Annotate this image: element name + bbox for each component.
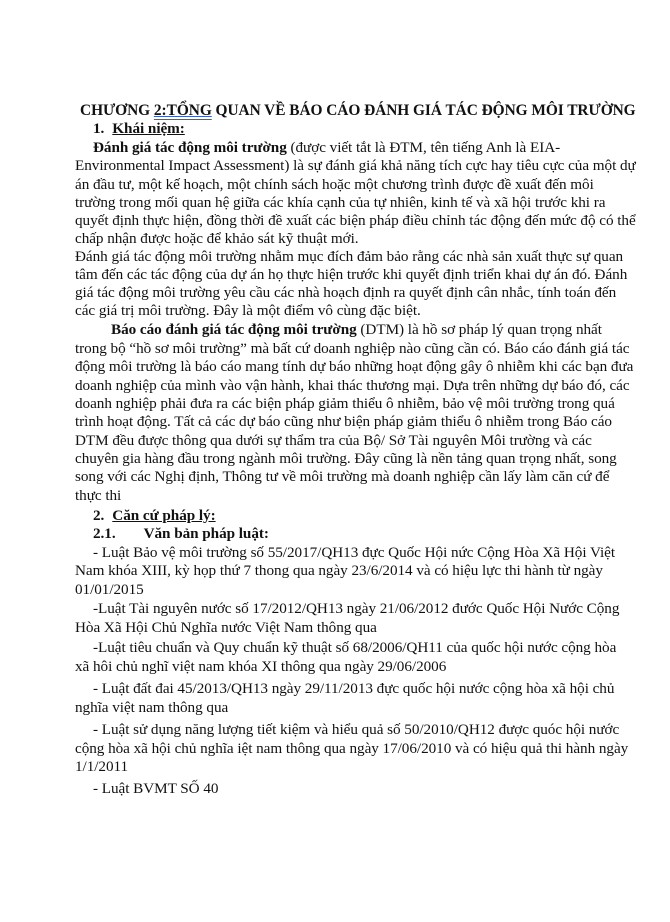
chapter-title-rest: QUAN VỀ BÁO CÁO ĐÁNH GIÁ TÁC ĐỘNG MÔI TRƯỜNG	[211, 102, 636, 119]
paragraph-line: Environmental Impact Assessment) là sự đánh giá khả năng tích cực hay tiêu cực của một dự	[75, 157, 636, 174]
paragraph-line: Đánh giá tác động môi trường nhằm mục đích đảm bảo rằng các nhà sản xuất thực sự quan	[75, 248, 624, 265]
chapter-title-prefix: CHƯƠNG	[80, 102, 154, 119]
law-item-line: Hòa Xã Hội Chủ Nghĩa nước Việt Nam thông qua	[75, 619, 377, 636]
section-number: 1.	[93, 120, 105, 137]
paragraph-line: DTM đều được thông qua dưới sự thẩm tra của Bộ/ Sở Tài nguyên Môi trường và các	[75, 432, 592, 449]
paragraph-line: doanh nghiệp phải đưa ra các biện pháp giảm thiểu ô nhiễm, bảo vệ môi trường trong quá	[75, 395, 615, 412]
law-item-line: xã hôi chủ nghĩ việt nam khóa XI thông qua ngày 29/06/2006	[75, 658, 447, 675]
paragraph-line: Đánh giá tác động môi trường (được viết tắt là ĐTM, tên tiếng Anh là EIA-	[93, 139, 561, 156]
section-1-heading	[93, 120, 185, 138]
spellcheck-flagged-word[interactable]: 2:TỔNG	[153, 102, 212, 119]
law-item-line: 1/1/2011	[75, 758, 129, 775]
subsection-heading-text: Văn bản pháp luật:	[143, 525, 269, 542]
law-item-line: - Luật đất đai 45/2013/QH13 ngày 29/11/2013 đực quốc hội nước cộng hòa xã hội chủ	[93, 680, 615, 697]
law-item-line: -Luật tiêu chuẩn và Quy chuẩn kỹ thuật số 68/2006/QH11 của quốc hội nước cộng hòa	[93, 639, 617, 656]
section-heading-text: Căn cứ pháp lý:	[112, 507, 216, 524]
paragraph-line: giá tác động môi trường yêu cầu các nhà hoạch định ra quyết định cân nhắc, tính toán đến	[75, 284, 617, 301]
bold-term: Báo cáo đánh giá tác động môi trường	[111, 321, 357, 338]
paragraph-line: động môi trường là báo cáo mang tính dự báo những hoạt động gây ô nhiễm khi các bạn đưa	[75, 358, 634, 375]
paragraph-line: các giá trị môi trường. Đây là một điểm vô cùng đặc biệt.	[75, 302, 421, 319]
law-item-line: -Luật Tài nguyên nước số 17/2012/QH13 ngày 21/06/2012 đước Quốc Hội Nước Cộng	[93, 600, 620, 617]
paragraph-line: tâm đến các tác động của dự án họ thực hiện trước khi quyết định triển khai dự án đó. Đánh	[75, 266, 628, 283]
law-item-line: 01/01/2015	[75, 581, 144, 598]
law-item-line: cộng hòa xã hội chủ nghĩa iệt nam thông qua ngày 17/06/2010 và có hiệu quả thi hành ngày	[75, 740, 629, 757]
section-number: 2.	[93, 507, 105, 524]
section-2-heading	[93, 507, 216, 525]
section-heading-text: Khái niệm:	[112, 120, 185, 137]
bold-term: Đánh giá tác động môi trường	[93, 139, 287, 156]
paragraph-line: song với các Nghị định, Thông tư về môi trường mà doanh nghiệp cần lấy làm căn cứ để	[75, 468, 610, 485]
paragraph-line: quyết định thực hiện, đồng thời đề xuất các biện pháp điều chỉnh tác động đến mức độ có thể	[75, 212, 636, 229]
subsection-2-1-heading	[93, 525, 269, 543]
law-item-line: nghĩa việt nam thông qua	[75, 699, 229, 716]
law-item-line: Nam khóa XIII, kỳ họp thứ 7 thong qua ngày 23/6/2014 và có hiệu lực thi hành từ ngày	[75, 562, 603, 579]
paragraph-line: chấp nhận được hoặc để khảo sát kỹ thuật mới.	[75, 230, 359, 247]
paragraph-line: án đầu tư, một kế hoạch, một chính sách hoặc một chương trình được đề xuất đến môi	[75, 176, 594, 193]
paragraph-line: trong bộ “hồ sơ môi trường” mà bất cứ doanh nghiệp nào cũng cần có. Báo cáo đánh giá tác	[75, 340, 630, 357]
law-item-line: - Luật sử dụng năng lượng tiết kiệm và hiểu quả số 50/2010/QH12 được quóc hội nước	[93, 721, 620, 738]
subsection-number: 2.1.	[93, 525, 116, 542]
law-item-line: - Luật BVMT SỐ 40	[93, 780, 219, 797]
paragraph-line: Báo cáo đánh giá tác động môi trường (DTM) là hồ sơ pháp lý quan trọng nhất	[111, 321, 602, 338]
law-item-line: - Luật Bảo vệ môi trường số 55/2017/QH13 đực Quốc Hội nức Cộng Hòa Xã Hội Việt	[93, 544, 615, 561]
paragraph-line: trình hoạt động. Tất cả các dự báo cũng như biện pháp giảm thiểu ô nhiễm trong Báo cáo	[75, 413, 612, 430]
paragraph-line: trường trong mối quan hệ giữa các khía cạnh của tự nhiên, kinh tế và xã hội trước khi ra	[75, 194, 606, 211]
paragraph-line: thực thi	[75, 487, 122, 504]
paragraph-line: chuyên gia hàng đầu trong ngành môi trường. Đây cũng là nền tảng quan trọng nhất, song	[75, 450, 617, 467]
paragraph-line: doanh nghiệp của mình vào vận hành, khai thác thương mại. Dựa trên những dự báo đó, các	[75, 377, 630, 394]
chapter-title	[80, 102, 636, 120]
